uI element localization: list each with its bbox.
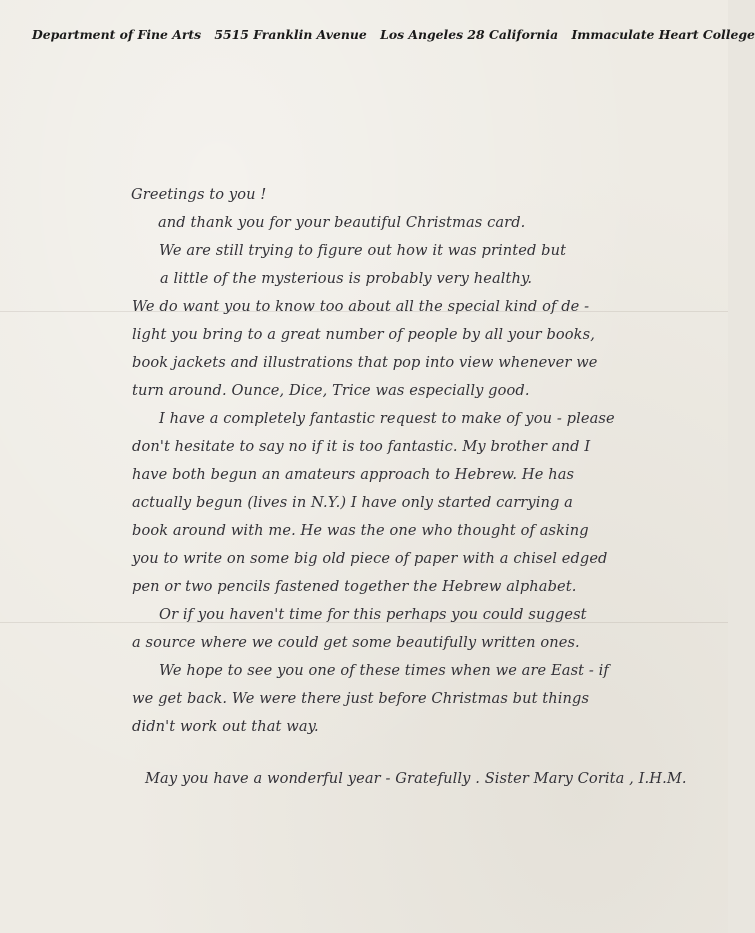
letterhead [32,27,755,42]
letter-line: actually begun (lives in N.Y.) I have only started carrying a [132,494,573,511]
letterhead-city: Los Angeles 28 California [380,27,559,42]
letter-closing-signature: May you have a wonderful year - Gratefully . Sister Mary Corita , I.H.M. [145,770,687,787]
letter-line: We are still trying to figure out how it was printed but [159,242,567,259]
letter-line: we get back. We were there just before Christmas but things [132,690,590,707]
letter-line: you to write on some big old piece of paper with a chisel edged [132,550,608,567]
letter-line: book around with me. He was the one who thought of asking [132,522,589,539]
letter-line: pen or two pencils fastened together the Hebrew alphabet. [132,578,577,595]
letter-line: Greetings to you ! [131,186,267,203]
letter-line: a little of the mysterious is probably very healthy. [160,270,533,287]
letter-line: didn't work out that way. [132,718,319,735]
letterhead-address: 5515 Franklin Avenue [214,27,367,42]
letter-line: We hope to see you one of these times when we are East - if [159,662,609,679]
letter-line: don't hesitate to say no if it is too fantastic. My brother and I [132,438,591,455]
letter-line: have both begun an amateurs approach to Hebrew. He has [132,466,575,483]
letter-line: turn around. Ounce, Dice, Trice was especially good. [132,382,530,399]
letter-line: We do want you to know too about all the special kind of de - [132,298,590,315]
letterhead-college: Immaculate Heart College [571,27,755,42]
letter-line: and thank you for your beautiful Christmas card. [158,214,526,231]
letter-line: light you bring to a great number of people by all your books, [132,326,595,343]
letter-line: book jackets and illustrations that pop into view whenever we [132,354,598,371]
letter-line: a source where we could get some beautifully written ones. [132,634,580,651]
letter-line: I have a completely fantastic request to make of you - please [159,410,615,427]
letter-line: Or if you haven't time for this perhaps you could suggest [159,606,587,623]
letterhead-department: Department of Fine Arts [32,27,202,42]
